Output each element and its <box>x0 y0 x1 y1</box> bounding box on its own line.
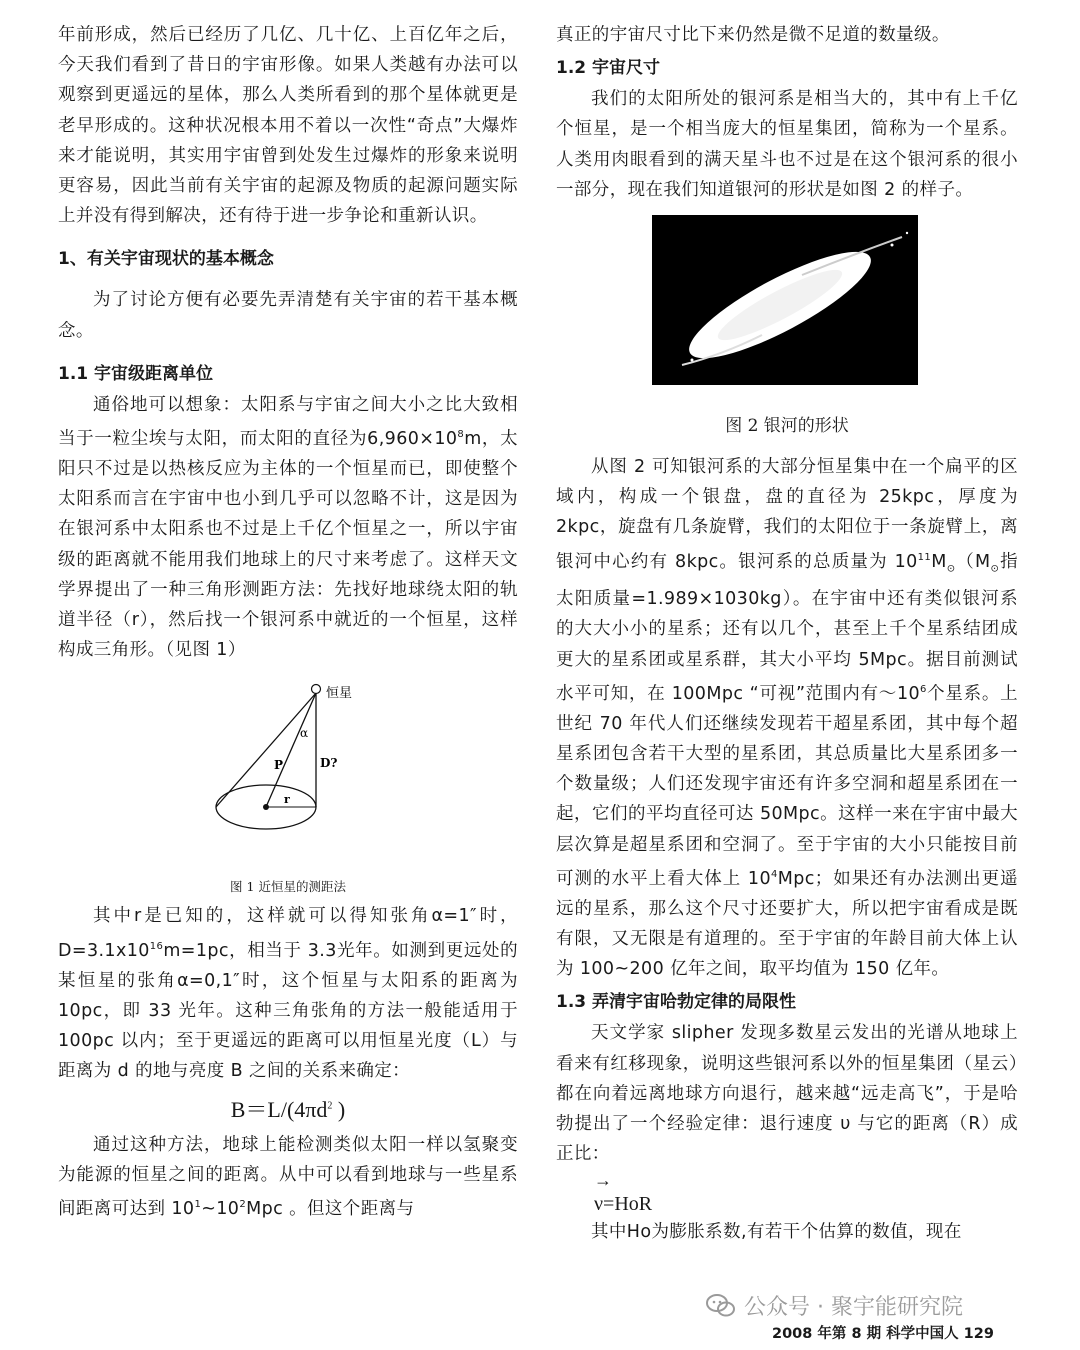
paragraph-continued: 真正的宇宙尺寸比下来仍然是微不足道的数量级。 <box>556 25 950 45</box>
label-star: 恒星 <box>326 686 353 702</box>
figure-1-parallax-diagram <box>58 675 518 875</box>
label-alpha: α <box>300 726 309 741</box>
paragraph-distance-units: 通俗地可以想象：太阳系与宇宙之间大小之比大致相当于一粒尘埃与太阳，而太阳的直径为$6,960\times 10^8m$，太阳只不过是以热核反应为主体的一个恒星而已，即使整个太阳系而言在宇宙中也小到几乎可以忽略不计，这是因为在银河系中太阳系也不过是上千亿个恒星之一，所以宇宙级的距离就不能用我们地球上的尺寸来考虑了。这样天文学界提出了一种三角形测距方法：先找好地球绕太阳的轨道半径（r），然后找一个银河系中就近的一个恒星，这样构成三角形。（见图 1） <box>58 394 519 661</box>
hubble-arrow: → <box>594 1170 612 1191</box>
paragraph-galaxy: 我们的太阳所处的银河系是相当大的，其中有上千亿个恒星，是一个相当庞大的恒星集团，简称为一个星系。人类用肉眼看到的满天星斗也不过是在这个银河系的很小一部分，现在我们知道银河的形状是如图 2 的样子。 <box>556 89 1018 200</box>
paragraph-concepts: 为了讨论方便有必要先弄清楚有关宇宙的若干基本概念。 <box>58 290 518 341</box>
label-p: P <box>274 758 284 773</box>
section-heading-1-1: 1.1 宇宙级距离单位 <box>58 363 214 384</box>
label-d: D? <box>320 756 338 771</box>
luminosity-formula: $B=L/(4\pi d^2$ ) <box>230 1096 346 1122</box>
paragraph-intro: 年前形成，然后已经历了几亿、几十亿、上百亿年之后，今天我们看到了昔日的宇宙形像。如果人类越有办法可以观察到更遥远的星体，那么人类所看到的那个星体就更是老早形成的。这种状况根本用不着以一次性“奇点”大爆炸来才能说明，其实用宇宙曾到处发生过爆炸的形象来说明更容易，因此当前有关宇宙的起源及物质的起源问题实际上并没有得到解决，还有待于进一步争论和重新认识。 <box>58 25 518 227</box>
page-footer: 2008 年第 8 期 科学中国人 129 <box>772 1326 994 1342</box>
hubble-equation: ν=HoR <box>594 1193 653 1216</box>
figure-2-caption: 图 2 银河的形状 <box>725 416 849 437</box>
label-r: r <box>284 793 290 807</box>
watermark-text: 公众号 · 聚宇能研究院 <box>744 1295 963 1320</box>
section-heading-1-3: 1.3 弄清宇宙哈勃定律的局限性 <box>556 992 797 1013</box>
milky-way-image <box>652 215 918 385</box>
wechat-watermark <box>706 1290 963 1321</box>
wechat-icon <box>706 1293 736 1319</box>
figure-2-milky-way <box>556 215 1018 411</box>
paragraph-hubble: 天文学家 slipher 发现多数星云发出的光谱从地球上看来有红移现象，说明这些银河系以外的恒星集团（星云）都在向着远离地球方向退行，越来越“远走高飞”，于是哈勃提出了一个经验定律：退行速度 υ 与它的距离（R）成正比： <box>556 1023 1018 1165</box>
section-heading-1-2: 1.2 宇宙尺寸 <box>556 58 661 79</box>
right-column <box>556 20 1018 1248</box>
paragraph-expansion: 其中Ho为膨胀系数,有若干个估算的数值，现在 <box>591 1222 962 1243</box>
paragraph-galactic-disk: 从图 2 可知银河系的大部分恒星集中在一个扁平的区域内，构成一个银盘，盘的直径为 25kpc，厚度为 2kpc，旋盘有几条旋臂，我们的太阳位于一条旋臂上，离银河中心约有 8kpc。银河系的总质量为 $10^{11}M_⊙(M_⊙$指太阳质量=1.989×1030kg）。在宇宙中还有类似银河系的大大小小的星系；还有以几个，甚至上千个星系结团成更大的星系团或星系群，其大小平均 5Mpc。据目前测试水平可知，在 100Mpc “可视”范围内有$\sim 10^6$个星系。上世纪 70 年代人们还继续发现若干超星系团，其中每个超星系团包含若干大型的星系团，其总质量比大星系团多一个数量级；人们还发现宇宙还有许多空洞和超星系团在一起，它们的平均直径可达 50Mpc。这样一来在宇宙中最大层次算是超星系团和空洞了。至于宇宙的大小只能按目前可测的水平上看大体上 $10^4Mpc$；如果还有办法测出更遥远的星系，那么这个尺寸还要扩大，所以把宇宙看成是既有限，又无限是有道理的。至于宇宙的年龄目前大体上认为 100~200 亿年之间，取平均值为 150 亿年。 <box>556 457 1019 980</box>
paragraph-hydrogen-stars: 通过这种方法，地球上能检测类似太阳一样以氢聚变为能源的恒星之间的距离。从中可以看到地球与一些星系间距离可达到 $10^1\sim 10^2Mpc$ 。但这个距离与 <box>58 1134 518 1219</box>
parallax-cone-drawing <box>208 675 378 865</box>
figure-1-caption: 图 1 近恒星的测距法 <box>230 879 346 895</box>
paragraph-parsec: 其中r是已知的，这样就可以得知张角α=1″时，$D=3.1x10^{16}m=1pc$，相当于 3.3光年。如测到更远处的某恒星的张角α=0,1″时，这个恒星与太阳系的距离为 10pc，即 33 光年。这种三角张角的方法一般能适用于 100pc 以内；至于更遥远的距离可以用恒星光度（L）与距离为 d 的地与亮度 B 之间的关系来确定： <box>58 906 518 1082</box>
section-heading-1: 1、有关宇宙现状的基本概念 <box>58 249 274 270</box>
left-column <box>58 20 518 1224</box>
